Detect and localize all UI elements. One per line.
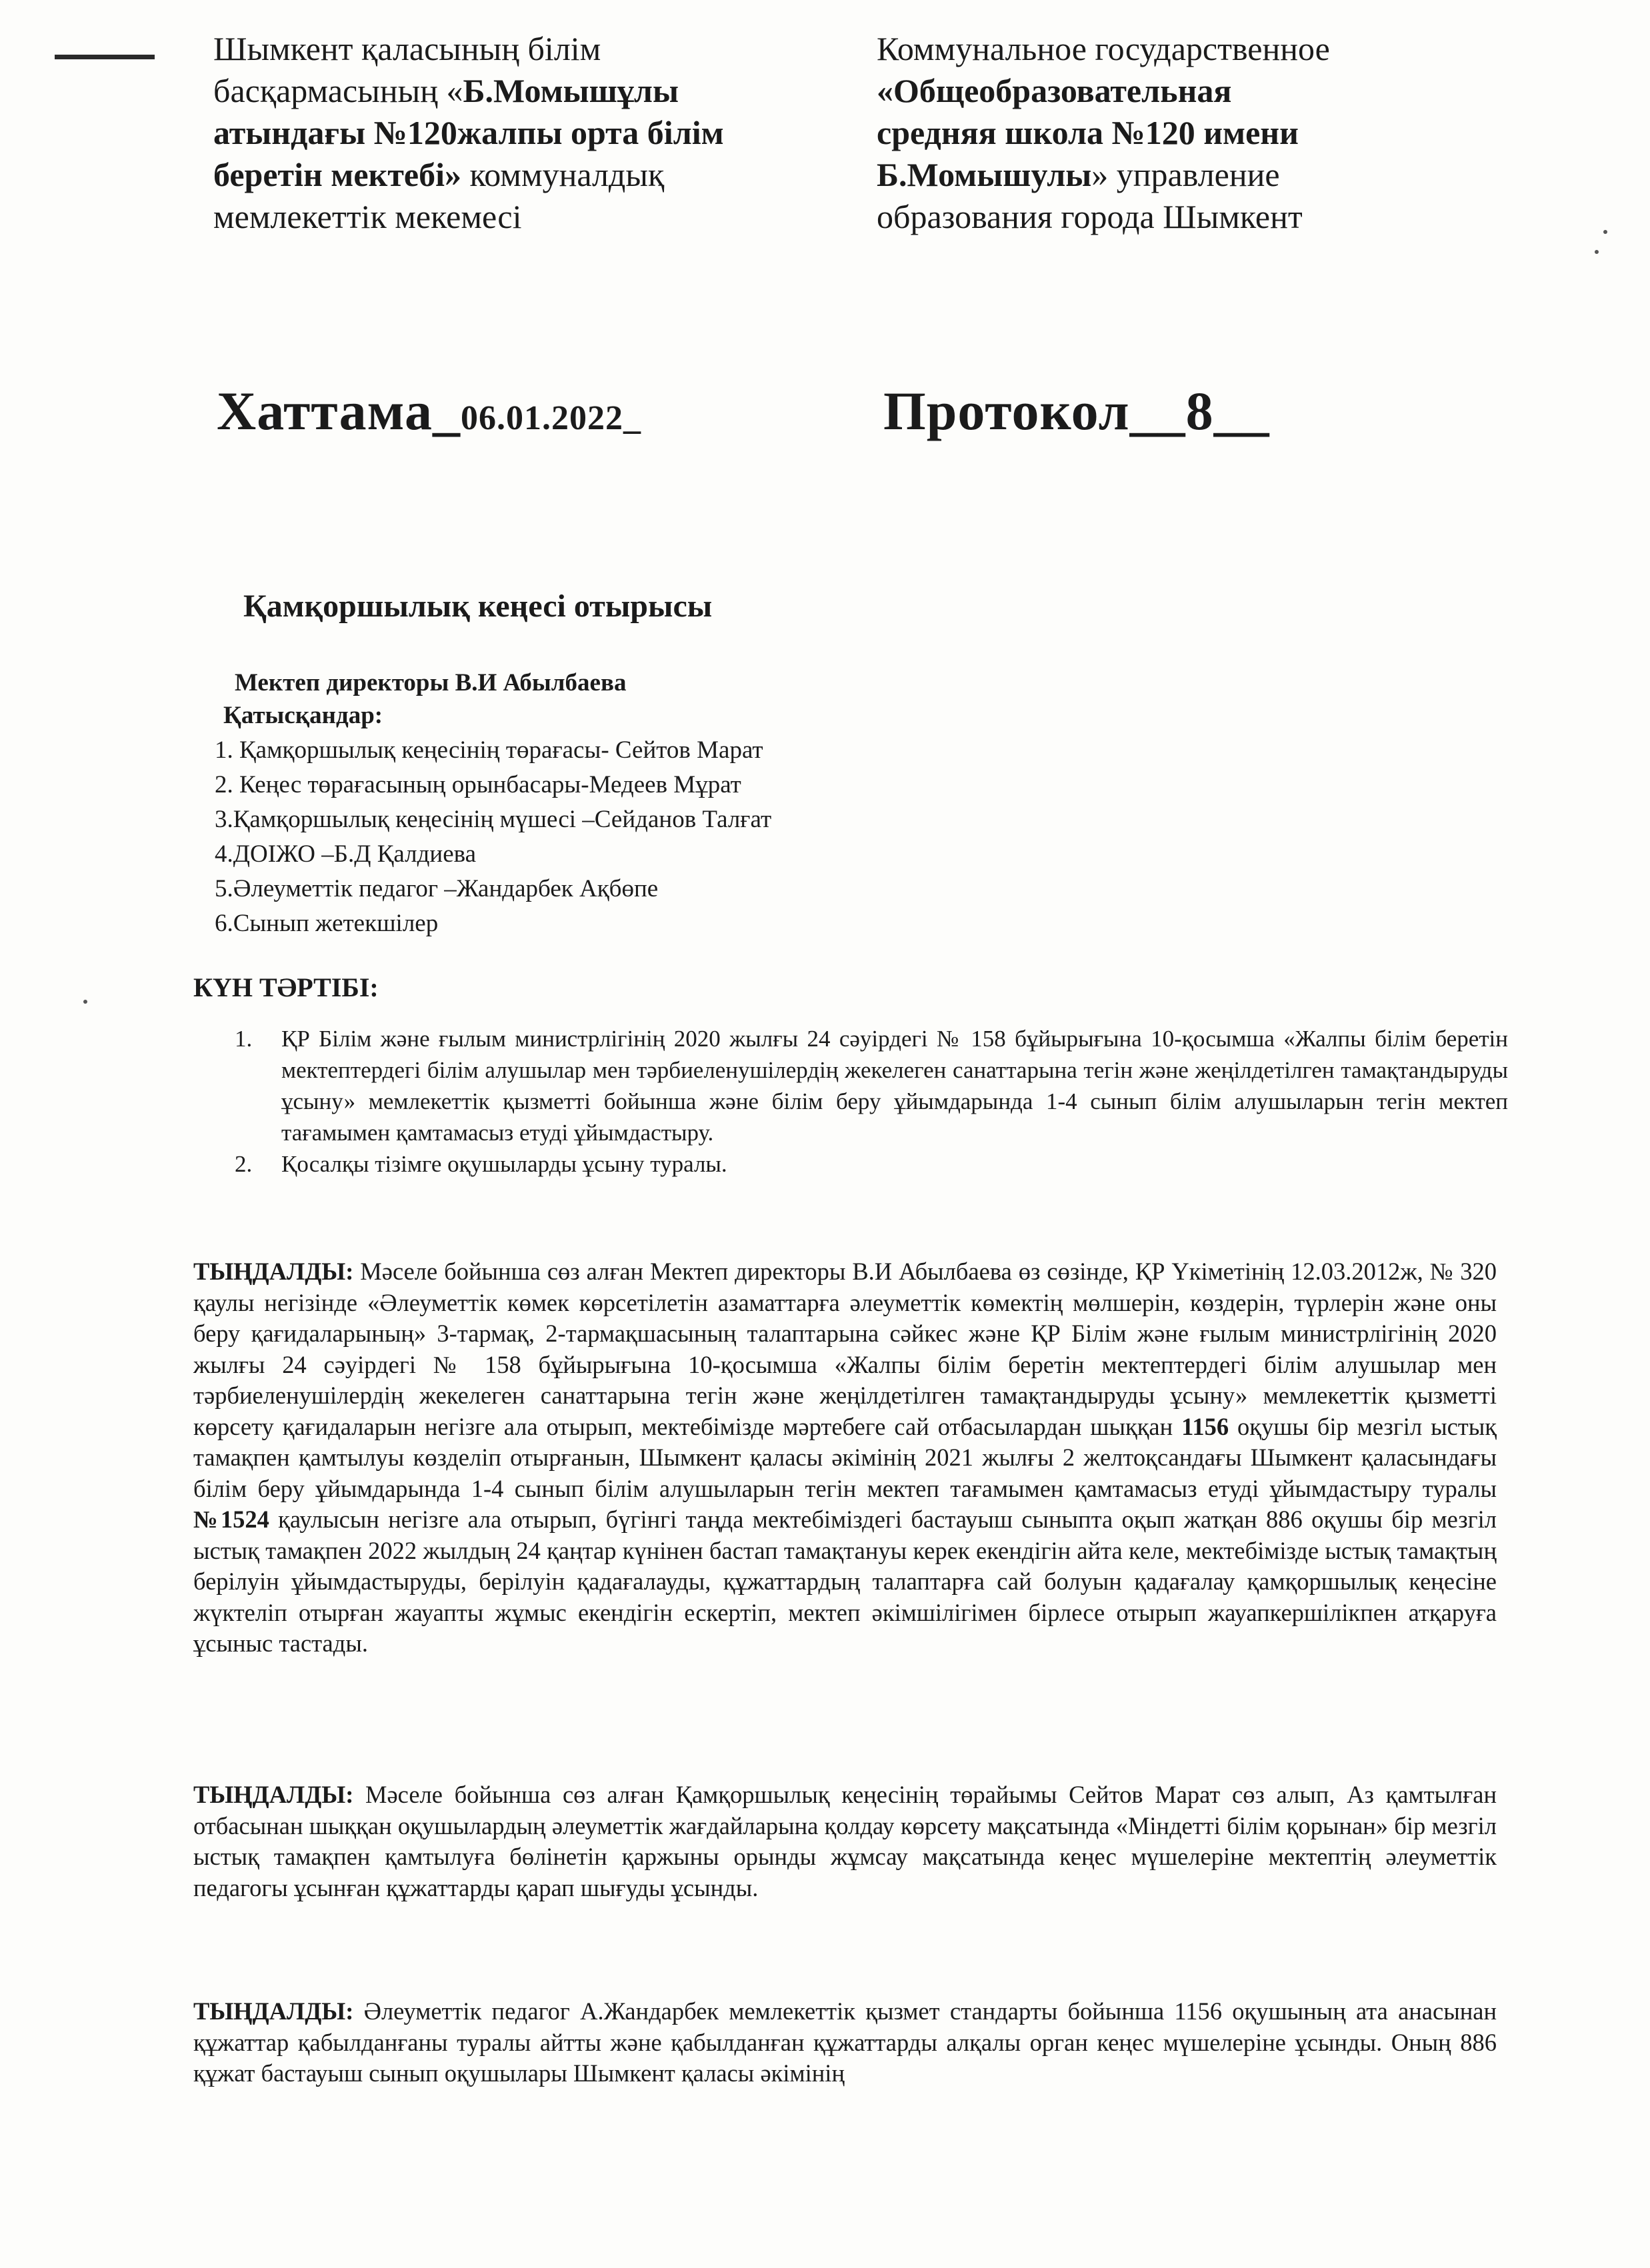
participant-item: 2. Кеңес төрағасының орынбасары-Медеев Мұрат [215, 771, 741, 798]
heard-label: ТЫҢДАЛДЫ: [193, 1258, 354, 1285]
header-left-line [213, 70, 813, 112]
protocol-kazakh [217, 380, 641, 443]
header-russian [877, 28, 1477, 238]
protocol-russian: Протокол__8__ [883, 381, 1270, 441]
header-right-line [877, 112, 1477, 154]
agenda-item-text: ҚР Білім және ғылым министрлігінің 2020 жылғы 24 сәуірдегі № 158 бұйырығына 10-қосымша «Жалпы білім беретін мектептердегі білім алушылар мен тәрбиеленушілердің жекелеген санаттарына тегін және жеңілдетілген тамақтандыруды ұсыну» мемлекеттік қызметті бойынша және білім беру ұйымдарында 1-4 сынып білім алушыларын тегін мектеп тағамымен қамтамасыз етуді ұйымдастыру. [281, 1026, 1508, 1146]
heard-paragraph-1 [193, 1256, 1497, 1660]
paragraph-text: қаулысын негізге ала отырып, бүгінгі таңда мектебіміздегі бастауыш сыныпта оқып жатқан 886 оқушы бір мезгіл ыстық тамақпен 2022 жылдың 24 қаңтар күнінен бастап тамақтануы керек екендігін айта келе, мектебімізде ыстық тамақтың берілуін ұйымдастыруды, берілуін қадағалауды, құжаттардың талаптарға сай болуын қадағалау қамқоршылық кеңесіне жүктеліп отырған жауапты жұмыс екендігін ескертіп, мектеп әкімшілігімен бірлесе отырып жауапкершілікпен атқаруға ұсыныс тастады. [193, 1506, 1497, 1657]
participant-item: 3.Қамқоршылық кеңесінің мүшесі –Сейданов Талғат [215, 806, 772, 833]
protocol-label-kazakh: Хаттама_ [217, 381, 461, 441]
header-left-line [213, 28, 813, 70]
emphasized-number: №1524 [193, 1506, 269, 1533]
header-left-text: мемлекеттік мекемесі [213, 198, 522, 235]
header-right-text: средняя школа №120 имени [877, 114, 1299, 151]
header-right-line [877, 70, 1477, 112]
agenda-item-number: 1. [235, 1026, 253, 1052]
paragraph-text: Әлеуметтік педагог А.Жандарбек мемлекеттік қызмет стандарты бойынша 1156 оқушының ата анасынан құжаттар қабылданғаны туралы айтты және қабылданған құжаттарды алқалы орган кеңес мүшелеріне ұсынды. Оның 886 құжат бастауыш сынып оқушылары Шымкент қаласы әкімінің [193, 1997, 1497, 2087]
header-left-text: коммуналдық [461, 156, 665, 193]
header-right-line [877, 28, 1477, 70]
header-left-line [213, 112, 813, 154]
header-left-text: басқармасының « [213, 72, 463, 109]
participant-item: 6.Сынып жетекшілер [215, 910, 439, 937]
director-line: Мектеп директоры В.И Абылбаева [235, 669, 627, 696]
participant-item: 4.ДОІЖО –Б.Д Қалдиева [215, 840, 477, 868]
header-right-text: «Общеобразовательная [877, 72, 1232, 109]
header-right-text: Б.Момышулы [877, 156, 1092, 193]
header-left-text: Б.Момышұлы [463, 72, 679, 109]
header-right-text: Коммунальное государственное [877, 30, 1330, 67]
heard-paragraph-2 [193, 1779, 1497, 1903]
agenda-list [235, 1023, 1508, 1180]
heard-label: ТЫҢДАЛДЫ: [193, 1781, 354, 1808]
agenda-item [235, 1148, 1508, 1180]
header-left-text: атындағы №120жалпы орта білім [213, 114, 724, 151]
participants-heading: Қатысқандар: [223, 702, 383, 729]
header-left-text: беретін мектебі» [213, 156, 461, 193]
header-right-text: образования города Шымкент [877, 198, 1303, 235]
header-right-line [877, 154, 1477, 196]
scan-speck [83, 1000, 87, 1004]
participants-list [215, 733, 771, 941]
agenda-item-number: 2. [235, 1151, 253, 1177]
scan-speck [1595, 250, 1599, 254]
header-left-text: Шымкент қаласының білім [213, 30, 601, 67]
heard-label: ТЫҢДАЛДЫ: [193, 1997, 354, 2025]
agenda-heading: КҮН ТӘРТІБІ: [193, 972, 379, 1002]
participant-item: 1. Қамқоршылық кеңесінің төрағасы- Сейтов Марат [215, 736, 763, 764]
paragraph-text: Мәселе бойынша сөз алған Мектеп директоры В.И Абылбаева өз сөзінде, ҚР Үкіметінің 12.03.2012ж, № 320 қаулы негізінде «Әлеуметтік көмек көрсетілетін азаматтарға әлеуметтік көмектің мөлшерін, көздерін, түрлерін және оны беру қағидаларының» 3-тармақ, 2-тармақшасының талаптарына сәйкес және ҚР Білім және ғылым министрлігінің 2020 жылғы 24 сәуірдегі № 158 бұйырығына 10-қосымша «Жалпы білім беретін мектептердегі білім алушылар мен тәрбиеленушілердің жекелеген санаттарына тегін және жеңілдетілген тамақтандыруды ұсыну» мемлекеттік қызметті көрсету қағидаларын негізге ала отырып, мектебімізде мәртебеге сай отбасылардан шыққан [193, 1258, 1497, 1440]
header-left-line [213, 154, 813, 196]
paragraph-text: Мәселе бойынша сөз алған Қамқоршылық кеңесінің төрайымы Сейтов Марат сөз алып, Аз қамтылған отбасынан шыққан оқушылардың әлеуметтік жағдайларына қолдау көрсету мақсатында «Міндетті білім қорынан» бір мезгіл ыстық тамақпен қамтылуға бөлінетін қаржыны орынды жұмсау мақсатында кеңес мүшелеріне мектептің әлеуметтік педагогы ұсынған құжаттарды қарап шығуды ұсынды. [193, 1781, 1497, 1901]
header-right-line [877, 196, 1477, 238]
agenda-item [235, 1023, 1508, 1148]
meeting-title: Қамқоршылық кеңесі отырысы [243, 588, 713, 624]
participant-item: 5.Әлеуметтік педагог –Жандарбек Ақбөпе [215, 875, 659, 902]
header-kazakh [213, 28, 813, 238]
emphasized-number: 1156 [1181, 1412, 1229, 1440]
scan-rule-mark [55, 55, 155, 59]
agenda-item-text: Қосалқы тізімге оқушыларды ұсыну туралы. [281, 1151, 727, 1177]
scan-speck [1603, 230, 1607, 234]
header-right-text: » управление [1091, 156, 1280, 193]
heard-paragraph-3 [193, 1996, 1497, 2089]
protocol-date: 06.01.2022_ [460, 399, 641, 437]
paragraph-text: оқушы бір мезгіл ыстық тамақпен қамтылуы көзделіп отырғанын, Шымкент қаласы әкімінің 2021 жылғы 2 желтоқсандағы Шымкент қаласындағы білім беру ұйымдарында 1-4 сынып білім алушыларын тегін мектеп тағамымен қамтамасыз етуді ұйымдастыру туралы [193, 1412, 1497, 1502]
header-left-line [213, 196, 813, 238]
